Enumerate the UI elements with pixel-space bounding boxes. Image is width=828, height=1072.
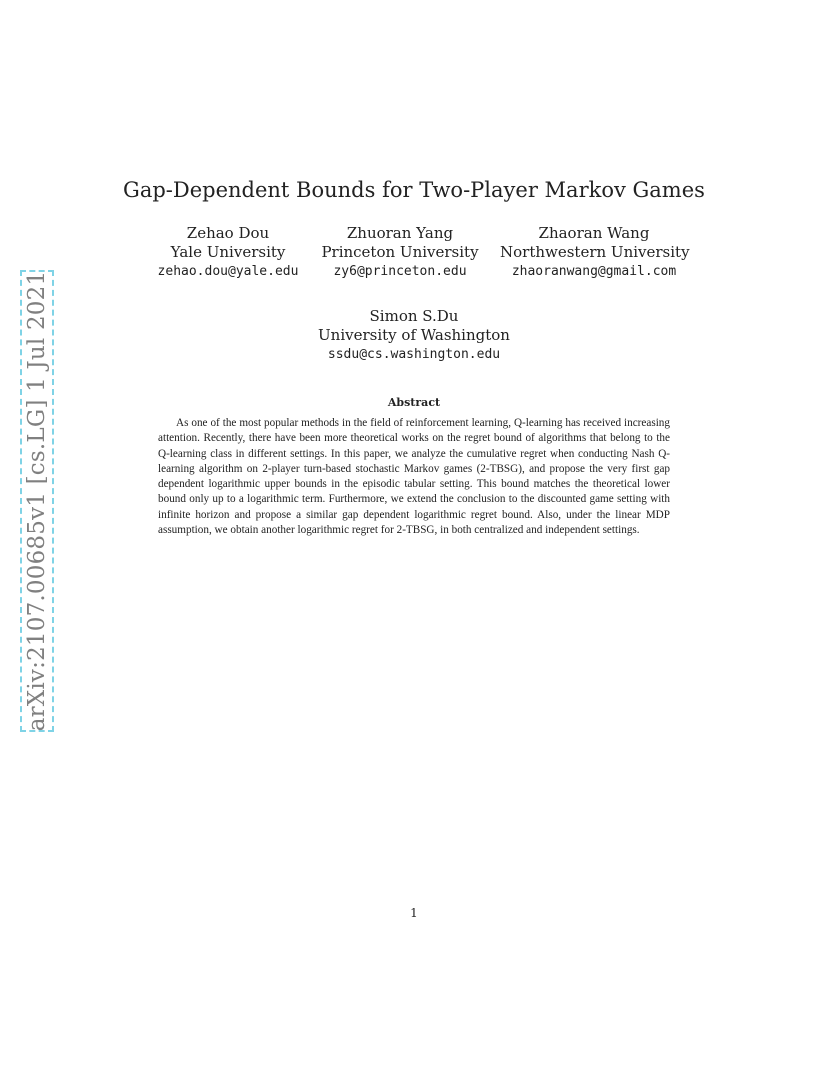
- author-affiliation: Northwestern University: [500, 243, 690, 261]
- author-name: Zehao Dou: [186, 224, 270, 242]
- arxiv-identifier[interactable]: arXiv:2107.00685v1 [cs.LG] 1 Jul 2021: [24, 270, 50, 732]
- abstract-text: As one of the most popular methods in the field of reinforcement learning, Q-learning has received increasing attention. Recently, there have been more theoretical works on the regret bound of algorithms that belong to the Q-learning class in different settings. In this paper, we analyze the cumulative regret when conducting Nash Q-learning algorithm on 2-player turn-based stochastic Markov games (2-TBSG), and propose the very first gap dependent logarithmic upper bounds in the episodic tabular setting. This bound matches the theoretical lower bound only up to a logarithmic term. Furthermore, we extend the conclusion to the discounted game setting with infinite horizon and propose a similar gap dependent logarithmic regret bound. Also, under the linear MDP assumption, we obtain another logarithmic regret for 2-TBSG, in both centralized and independent settings.: [158, 417, 670, 537]
- author-email[interactable]: zehao.dou@yale.edu: [157, 264, 299, 279]
- author-affiliation: Yale University: [170, 243, 286, 261]
- author-block: [314, 307, 514, 364]
- author-block: [500, 224, 688, 281]
- author-block: [310, 224, 490, 281]
- paper-title: Gap-Dependent Bounds for Two-Player Markov Games: [123, 178, 705, 202]
- author-email[interactable]: ssdu@cs.washington.edu: [327, 347, 501, 362]
- author-email[interactable]: zy6@princeton.edu: [333, 264, 467, 279]
- author-block: [138, 224, 318, 281]
- author-email[interactable]: zhaoranwang@gmail.com: [511, 264, 677, 279]
- author-name: Simon S.Du: [369, 307, 459, 325]
- author-affiliation: University of Washington: [318, 326, 510, 344]
- page-number: 1: [410, 906, 418, 920]
- author-affiliation: Princeton University: [321, 243, 479, 261]
- author-name: Zhaoran Wang: [538, 224, 650, 242]
- abstract-heading: Abstract: [387, 396, 441, 409]
- author-name: Zhuoran Yang: [346, 224, 454, 242]
